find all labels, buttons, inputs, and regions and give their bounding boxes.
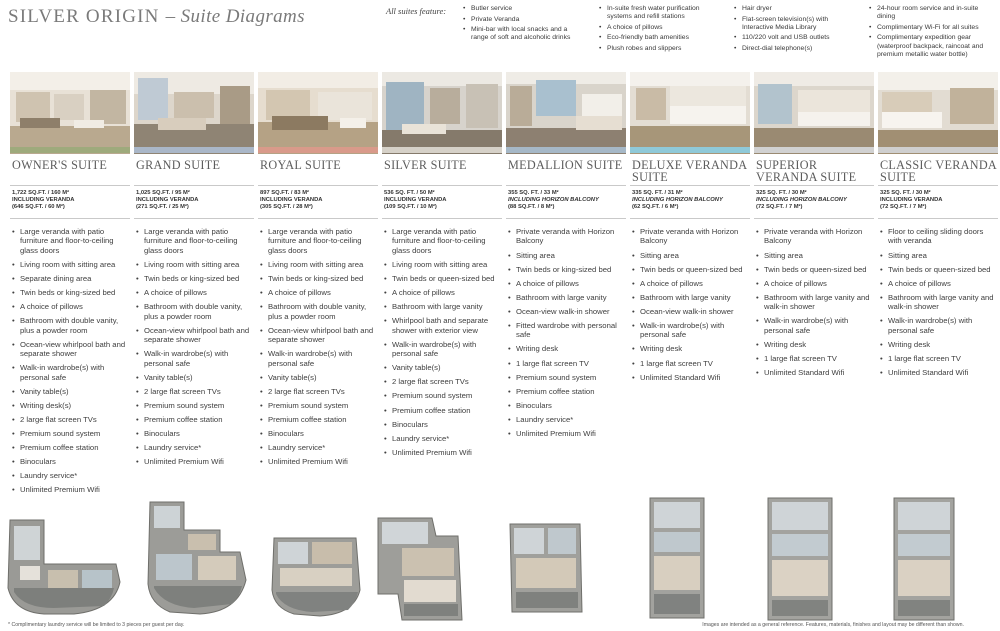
suite-feature-item: • Laundry service* <box>134 443 254 452</box>
suite-feature-item: • Twin beds or queen-sized bed <box>878 265 998 274</box>
suite-feature-item: • Bathroom with double vanity, plus a powder room <box>134 302 254 321</box>
floor-plan-owners <box>4 518 124 618</box>
common-feature-item: • A choice of pillows <box>598 24 716 32</box>
suite-size-including: INCLUDING HORIZON BALCONY <box>756 197 847 204</box>
suite-feature-item: • Private veranda with Horizon Balcony <box>630 227 750 246</box>
suite-size-including: INCLUDING VERANDA <box>260 197 323 204</box>
suite-features <box>878 227 998 382</box>
suite-accent-bar <box>506 147 626 153</box>
suite-feature-item: • Living room with sitting area <box>382 260 502 269</box>
divider <box>506 185 626 186</box>
suite-accent-bar <box>10 147 130 153</box>
suite-feature-item: • Binoculars <box>258 429 378 438</box>
suite-name: SILVER SUITE <box>384 158 467 172</box>
divider <box>134 218 254 219</box>
suite-size-total: 325 SQ. FT. / 30 M² <box>756 190 807 196</box>
suite-photo <box>878 72 998 154</box>
suite-feature-item: • Premium coffee station <box>506 387 626 396</box>
suite-name: DELUXE VERANDA SUITE <box>632 158 747 184</box>
suite-feature-item: • Walk-in wardrobe(s) with personal safe <box>382 340 502 359</box>
suite-feature-item: • A choice of pillows <box>258 288 378 297</box>
suite-feature-item: • 1 large flat screen TV <box>630 359 750 368</box>
suite-feature-item: • Large veranda with patio furniture and floor-to-ceiling glass doors <box>258 227 378 255</box>
suite-feature-item: • Ocean-view whirlpool bath and separate shower <box>134 326 254 345</box>
suite-feature-item: • Vanity table(s) <box>134 373 254 382</box>
suite-feature-item: • Ocean-view walk-in shower <box>506 307 626 316</box>
divider <box>754 218 874 219</box>
suite-feature-item: • Walk-in wardrobe(s) with personal safe <box>630 321 750 340</box>
divider <box>506 218 626 219</box>
suite-feature-item: • Unlimited Premium Wifi <box>10 485 130 494</box>
common-feature-item: • 24-hour room service and in-suite dining <box>868 5 986 22</box>
suite-feature-item: • Premium sound system <box>382 391 502 400</box>
suite-size-veranda: (72 SQ.FT. / 7 M²) <box>880 204 927 211</box>
suite-feature-item: • Premium coffee station <box>10 443 130 452</box>
suite-size-veranda: (88 SQ.FT. / 8 M²) <box>508 204 555 211</box>
suite-column-owners <box>10 72 134 502</box>
suite-name: OWNER'S SUITE <box>12 158 108 172</box>
suite-column-royal <box>258 72 382 502</box>
suite-size-including: INCLUDING HORIZON BALCONY <box>508 197 599 204</box>
suite-feature-item: • Sitting area <box>754 251 874 260</box>
suite-feature-item: • Twin beds or king-sized bed <box>506 265 626 274</box>
divider <box>754 185 874 186</box>
suite-feature-item: • Living room with sitting area <box>10 260 130 269</box>
floor-plan-royal <box>266 534 366 618</box>
suite-feature-item: • Living room with sitting area <box>134 260 254 269</box>
suite-feature-item: • Writing desk <box>754 340 874 349</box>
common-features-label: All suites feature: <box>386 6 447 16</box>
common-features-column <box>462 5 580 45</box>
suite-size-veranda: (305 SQ.FT. / 28 M²) <box>260 204 313 211</box>
suite-size-total: 335 SQ. FT. / 31 M² <box>632 190 683 196</box>
suite-feature-item: • Large veranda with patio furniture and floor-to-ceiling glass doors <box>10 227 130 255</box>
suite-feature-item: • Vanity table(s) <box>10 387 130 396</box>
title-main: SILVER ORIGIN <box>8 6 160 27</box>
suite-size-total: 1,025 SQ.FT. / 95 M² <box>136 190 190 196</box>
suite-feature-item: • Vanity table(s) <box>258 373 378 382</box>
common-feature-item: • Private Veranda <box>462 16 580 24</box>
suite-feature-item: • Laundry service* <box>10 471 130 480</box>
suite-size-veranda: (62 SQ.FT. / 6 M²) <box>632 204 679 211</box>
floor-plan-medallion <box>506 520 586 616</box>
divider <box>258 185 378 186</box>
suite-name: GRAND SUITE <box>136 158 221 172</box>
suite-photo <box>258 72 378 154</box>
suite-photo <box>754 72 874 154</box>
suite-feature-item: • A choice of pillows <box>506 279 626 288</box>
suite-feature-item: • Private veranda with Horizon Balcony <box>754 227 874 246</box>
suite-feature-item: • 1 large flat screen TV <box>878 354 998 363</box>
divider <box>134 185 254 186</box>
suite-feature-item: • Floor to ceiling sliding doors with veranda <box>878 227 998 246</box>
suite-feature-item: • Walk-in wardrobe(s) with personal safe <box>754 316 874 335</box>
suite-features <box>630 227 750 387</box>
divider <box>630 185 750 186</box>
suite-features <box>134 227 254 471</box>
suite-feature-item: • Premium sound system <box>506 373 626 382</box>
suite-feature-item: • 1 large flat screen TV <box>754 354 874 363</box>
suite-feature-item: • Unlimited Premium Wifi <box>382 448 502 457</box>
suite-feature-item: • Bathroom with large vanity <box>630 293 750 302</box>
suite-feature-item: • Writing desk <box>878 340 998 349</box>
floor-plan-silver <box>372 514 468 624</box>
suite-feature-item: • Laundry service* <box>506 415 626 424</box>
suite-feature-item: • Unlimited Premium Wifi <box>258 457 378 466</box>
suite-feature-item: • Unlimited Standard Wifi <box>878 368 998 377</box>
suite-feature-item: • A choice of pillows <box>630 279 750 288</box>
suite-feature-item: • 1 large flat screen TV <box>506 359 626 368</box>
suite-feature-item: • Walk-in wardrobe(s) with personal safe <box>134 349 254 368</box>
common-feature-item: • 110/220 volt and USB outlets <box>733 34 851 42</box>
common-feature-item: • Eco-friendly bath amenities <box>598 34 716 42</box>
suite-size <box>12 190 132 212</box>
suite-name: MEDALLION SUITE <box>508 158 623 172</box>
title-subtitle: – Suite Diagrams <box>165 6 305 27</box>
suite-column-classic-veranda <box>878 72 1000 502</box>
suite-feature-item: • Sitting area <box>878 251 998 260</box>
suite-feature-item: • Bathroom with double vanity, plus a powder room <box>258 302 378 321</box>
suite-feature-item: • Twin beds or queen-sized bed <box>382 274 502 283</box>
suite-accent-bar <box>630 147 750 153</box>
suite-feature-item: • Walk-in wardrobe(s) with personal safe <box>10 363 130 382</box>
divider <box>10 185 130 186</box>
suite-feature-item: • Private veranda with Horizon Balcony <box>506 227 626 246</box>
suite-size-veranda: (271 SQ.FT. / 25 M²) <box>136 204 189 211</box>
divider <box>878 185 998 186</box>
suite-feature-item: • Premium sound system <box>258 401 378 410</box>
suite-feature-item: • A choice of pillows <box>878 279 998 288</box>
suite-feature-item: • A choice of pillows <box>134 288 254 297</box>
suite-accent-bar <box>258 147 378 153</box>
suite-feature-item: • Twin beds or king-sized bed <box>258 274 378 283</box>
suite-size-veranda: (109 SQ.FT. / 10 M²) <box>384 204 437 211</box>
common-features-column <box>868 5 986 62</box>
suite-features <box>382 227 502 462</box>
suite-feature-item: • Unlimited Premium Wifi <box>506 429 626 438</box>
suite-feature-item: • Twin beds or king-sized bed <box>134 274 254 283</box>
suite-size-total: 897 SQ.FT. / 83 M² <box>260 190 309 196</box>
suite-accent-bar <box>878 147 998 153</box>
suite-size-total: 325 SQ. FT. / 30 M² <box>880 190 931 196</box>
suite-feature-item: • Unlimited Premium Wifi <box>134 457 254 466</box>
floor-plan-superior-veranda <box>764 494 836 624</box>
floor-plan-classic-veranda <box>890 494 958 624</box>
suite-feature-item: • Twin beds or queen-sized bed <box>754 265 874 274</box>
suite-column-medallion <box>506 72 630 502</box>
suite-feature-item: • Walk-in wardrobe(s) with personal safe <box>878 316 998 335</box>
suite-name: ROYAL SUITE <box>260 158 342 172</box>
suite-feature-item: • Ocean-view walk-in shower <box>630 307 750 316</box>
suite-feature-item: • Separate dining area <box>10 274 130 283</box>
suite-feature-item: • Binoculars <box>134 429 254 438</box>
suite-column-silver <box>382 72 506 502</box>
suite-feature-item: • 2 large flat screen TVs <box>10 415 130 424</box>
suite-feature-item: • Premium coffee station <box>382 406 502 415</box>
suite-feature-item: • Large veranda with patio furniture and floor-to-ceiling glass doors <box>134 227 254 255</box>
suite-feature-item: • Premium coffee station <box>258 415 378 424</box>
suite-feature-item: • Sitting area <box>630 251 750 260</box>
suite-features <box>506 227 626 443</box>
suite-size-total: 355 SQ. FT. / 33 M² <box>508 190 559 196</box>
common-features-column <box>598 5 716 56</box>
suite-features <box>258 227 378 471</box>
suite-size-veranda: (72 SQ.FT. / 7 M²) <box>756 204 803 211</box>
common-feature-item: • In-suite fresh water purification systems and refill stations <box>598 5 716 22</box>
suite-size <box>384 190 504 212</box>
floor-plan-deluxe-veranda <box>646 494 708 622</box>
suite-feature-item: • Writing desk <box>506 344 626 353</box>
suite-feature-item: • Unlimited Standard Wifi <box>630 373 750 382</box>
common-feature-item: • Butler service <box>462 5 580 13</box>
suite-feature-item: • Walk-in wardrobe(s) with personal safe <box>258 349 378 368</box>
suite-size <box>260 190 380 212</box>
divider <box>878 218 998 219</box>
suite-feature-item: • 2 large flat screen TVs <box>382 377 502 386</box>
common-feature-item: • Complimentary Wi-Fi for all suites <box>868 24 986 32</box>
suite-feature-item: • Binoculars <box>10 457 130 466</box>
suite-column-superior-veranda <box>754 72 878 502</box>
suite-features <box>10 227 130 500</box>
suite-size-total: 1,722 SQ.FT. / 160 M² <box>12 190 70 196</box>
suite-feature-item: • Laundry service* <box>258 443 378 452</box>
common-feature-item: • Flat-screen television(s) with Interactive Media Library <box>733 16 851 33</box>
suite-size-including: INCLUDING HORIZON BALCONY <box>632 197 723 204</box>
common-feature-item: • Mini-bar with local snacks and a range of soft and alcoholic drinks <box>462 26 580 43</box>
suite-feature-item: • A choice of pillows <box>754 279 874 288</box>
suite-size <box>508 190 628 212</box>
suite-feature-item: • Premium coffee station <box>134 415 254 424</box>
suite-feature-item: • Bathroom with large vanity and walk-in shower <box>878 293 998 312</box>
suite-size-including: INCLUDING VERANDA <box>384 197 447 204</box>
suite-name: SUPERIOR VERANDA SUITE <box>756 158 857 184</box>
suite-feature-item: • Binoculars <box>382 420 502 429</box>
suite-feature-item: • Sitting area <box>506 251 626 260</box>
suite-feature-item: • Writing desk(s) <box>10 401 130 410</box>
suite-feature-item: • Unlimited Standard Wifi <box>754 368 874 377</box>
suite-feature-item: • Living room with sitting area <box>258 260 378 269</box>
suite-feature-item: • 2 large flat screen TVs <box>134 387 254 396</box>
suite-feature-item: • Bathroom with large vanity <box>506 293 626 302</box>
suite-feature-item: • A choice of pillows <box>10 302 130 311</box>
page-title <box>8 6 305 28</box>
suite-size-including: INCLUDING VERANDA <box>136 197 199 204</box>
suite-feature-item: • Premium sound system <box>134 401 254 410</box>
suite-feature-item: • Large veranda with patio furniture and floor-to-ceiling glass doors <box>382 227 502 255</box>
common-feature-item: • Complimentary expedition gear (waterproof backpack, raincoat and premium metallic water bottle) <box>868 34 986 59</box>
suite-feature-item: • Twin beds or queen-sized bed <box>630 265 750 274</box>
suite-feature-item: • Fitted wardrobe with personal safe <box>506 321 626 340</box>
divider <box>10 218 130 219</box>
divider <box>382 185 502 186</box>
suite-feature-item: • Ocean-view whirlpool bath and separate shower <box>258 326 378 345</box>
image-disclaimer: Images are intended as a general reference. Features, materials, finishes and layout may be different than shown. <box>702 622 964 628</box>
suite-feature-item: • Whirlpool bath and separate shower with exterior view <box>382 316 502 335</box>
suite-size <box>756 190 876 212</box>
suite-size-including: INCLUDING VERANDA <box>880 197 943 204</box>
suite-size-veranda: (646 SQ.FT. / 60 M²) <box>12 204 65 211</box>
suite-accent-bar <box>754 147 874 153</box>
laundry-footnote: * Complimentary laundry service will be limited to 3 pieces per guest per day. <box>8 622 185 628</box>
suite-feature-item: • Vanity table(s) <box>382 363 502 372</box>
suite-feature-item: • Twin beds or king-sized bed <box>10 288 130 297</box>
suite-accent-bar <box>382 147 502 153</box>
common-feature-item: • Hair dryer <box>733 5 851 13</box>
suite-size <box>632 190 752 212</box>
suite-size <box>136 190 256 212</box>
suite-photo <box>382 72 502 154</box>
divider <box>382 218 502 219</box>
suite-feature-item: • Binoculars <box>506 401 626 410</box>
suite-column-grand <box>134 72 258 502</box>
suite-feature-item: • Bathroom with double vanity, plus a powder room <box>10 316 130 335</box>
suite-photo <box>506 72 626 154</box>
suite-feature-item: • 2 large flat screen TVs <box>258 387 378 396</box>
suite-features <box>754 227 874 382</box>
suite-photo <box>630 72 750 154</box>
suite-feature-item: • Bathroom with large vanity and walk-in shower <box>754 293 874 312</box>
suite-photo <box>134 72 254 154</box>
suite-feature-item: • A choice of pillows <box>382 288 502 297</box>
suite-feature-item: • Ocean-view whirlpool bath and separate shower <box>10 340 130 359</box>
divider <box>630 218 750 219</box>
suite-feature-item: • Writing desk <box>630 344 750 353</box>
common-feature-item: • Plush robes and slippers <box>598 45 716 53</box>
suite-feature-item: • Laundry service* <box>382 434 502 443</box>
suite-size <box>880 190 1000 212</box>
suite-column-deluxe-veranda <box>630 72 754 502</box>
suite-name: CLASSIC VERANDA SUITE <box>880 158 997 184</box>
common-feature-item: • Direct-dial telephone(s) <box>733 45 851 53</box>
suite-feature-item: • Premium sound system <box>10 429 130 438</box>
suite-size-total: 536 SQ. FT. / 50 M² <box>384 190 435 196</box>
suite-photo <box>10 72 130 154</box>
floor-plan-grand <box>140 500 252 618</box>
common-features-column <box>733 5 851 56</box>
suite-feature-item: • Bathroom with large vanity <box>382 302 502 311</box>
divider <box>258 218 378 219</box>
suite-size-including: INCLUDING VERANDA <box>12 197 75 204</box>
suite-accent-bar <box>134 147 254 153</box>
